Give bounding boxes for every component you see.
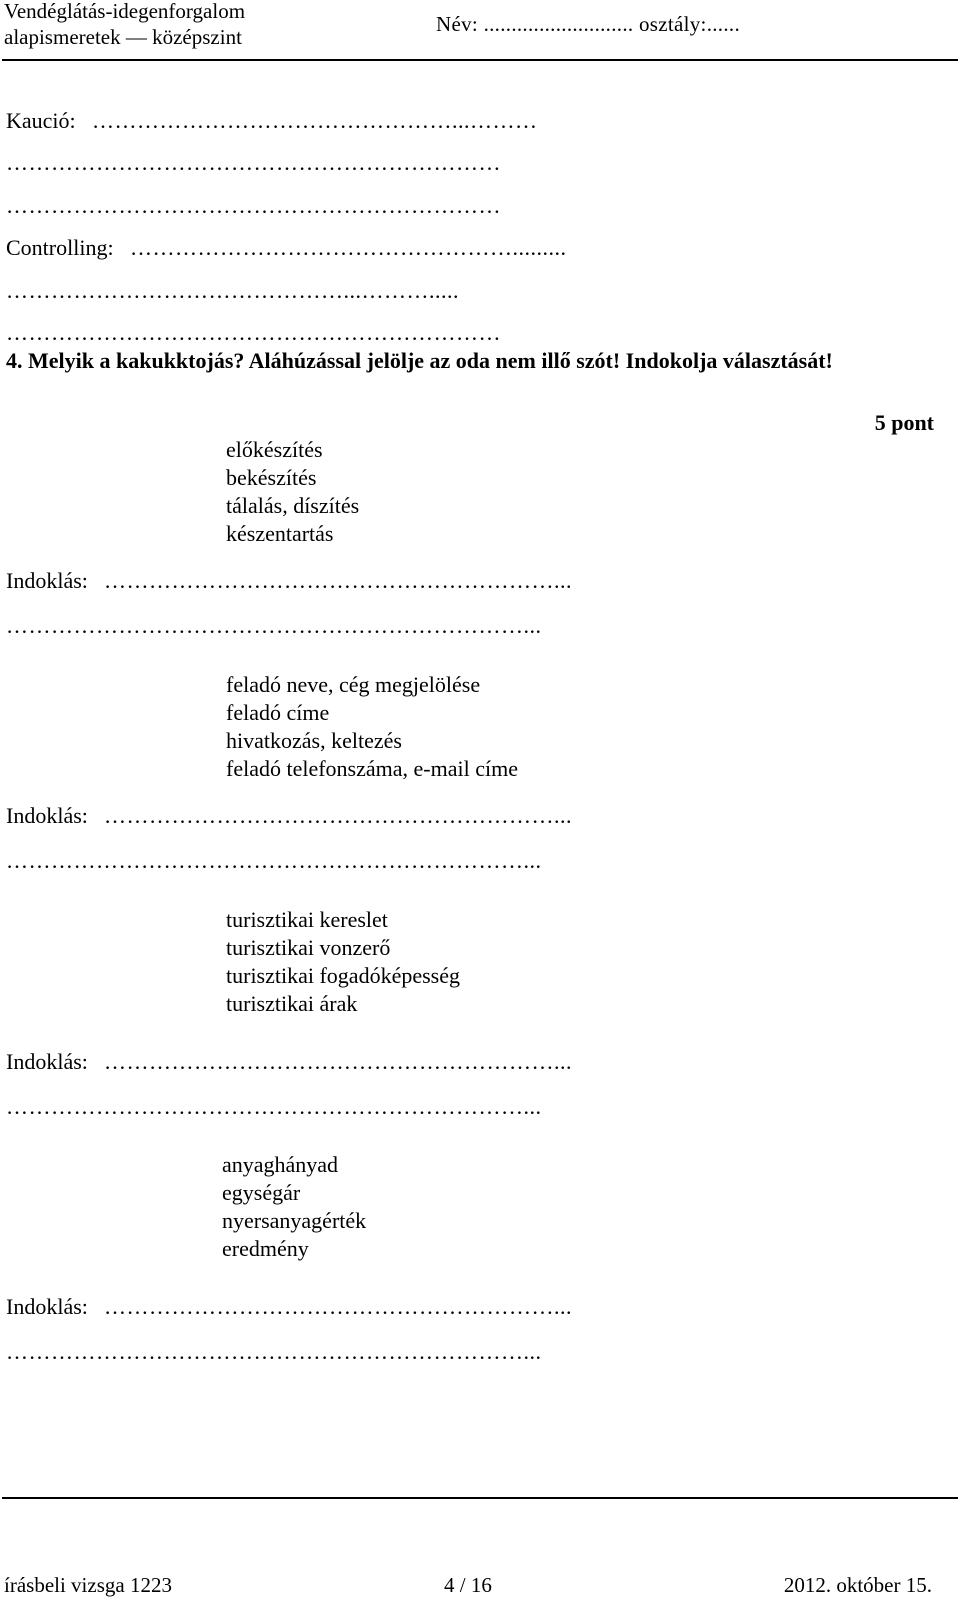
group-4-item-2[interactable]: egységár xyxy=(222,1180,301,1205)
group-3-item-2[interactable]: turisztikai vonzerő xyxy=(226,935,391,960)
footer-date: 2012. október 15. xyxy=(783,1573,932,1597)
group-4-item-3[interactable]: nyersanyagérték xyxy=(222,1208,367,1233)
group-2-reason-label: Indoklás: xyxy=(6,803,88,828)
group-4-reason-line-2: ……………………………………………………………... xyxy=(6,1339,542,1364)
group-1-item-3[interactable]: tálalás, díszítés xyxy=(226,493,360,518)
group-2-item-4[interactable]: feladó telefonszáma, e-mail címe xyxy=(226,756,518,781)
group-1-item-4[interactable]: készentartás xyxy=(226,521,334,546)
kaucio-line-2: ………………………………………………………… xyxy=(6,150,501,175)
group-3-item-4[interactable]: turisztikai árak xyxy=(226,991,358,1016)
kaucio-line-3: ………………………………………………………… xyxy=(6,193,501,218)
group-3-item-3[interactable]: turisztikai fogadóképesség xyxy=(226,963,460,988)
footer-page-number: 4 / 16 xyxy=(444,1573,492,1597)
controlling-line-3: ………………………………………………………… xyxy=(6,320,501,345)
task4-question: 4. Melyik a kakukktojás? Aláhúzással jelölje az oda nem illő szót! Indokolja választását! xyxy=(6,348,833,373)
kaucio-label: Kaució: xyxy=(6,108,76,133)
footer-exam: írásbeli vizsga 1223 xyxy=(4,1573,172,1597)
kaucio-line-1: …………………………………………...……… xyxy=(92,108,538,133)
header-name-field: Név: ........................... osztály:...... xyxy=(436,12,740,36)
group-1-reason-label: Indoklás: xyxy=(6,568,88,593)
group-1-reason-line-1: ……………………………………………………... xyxy=(104,568,572,593)
header-rule xyxy=(2,59,958,61)
group-4-item-1[interactable]: anyaghányad xyxy=(222,1152,339,1177)
group-1-reason-line-2: ……………………………………………………………... xyxy=(6,613,542,638)
group-3-item-1[interactable]: turisztikai kereslet xyxy=(226,907,388,932)
group-3-reason-line-1: ……………………………………………………... xyxy=(104,1049,572,1074)
controlling-line-1: ……………………………………………......... xyxy=(130,235,567,260)
footer-rule xyxy=(2,1497,958,1499)
group-2-item-2[interactable]: feladó címe xyxy=(226,700,330,725)
header-subject-line1: Vendéglátás-idegenforgalom xyxy=(4,0,246,23)
group-4-reason-label: Indoklás: xyxy=(6,1294,88,1319)
group-2-item-3[interactable]: hivatkozás, keltezés xyxy=(226,728,402,753)
group-3-reason-line-2: ……………………………………………………………... xyxy=(6,1094,542,1119)
group-4-reason-line-1: ……………………………………………………... xyxy=(104,1294,572,1319)
group-4-item-4[interactable]: eredmény xyxy=(222,1236,309,1261)
group-1-item-2[interactable]: bekészítés xyxy=(226,465,317,490)
controlling-label: Controlling: xyxy=(6,235,114,260)
group-2-item-1[interactable]: feladó neve, cég megjelölése xyxy=(226,672,481,697)
controlling-line-2: ………………………………………...………..... xyxy=(6,278,459,303)
task4-points: 5 pont xyxy=(874,410,934,435)
group-2-reason-line-2: ……………………………………………………………... xyxy=(6,848,542,873)
header-subject-line2: alapismeretek — középszint xyxy=(4,25,242,49)
group-1-item-1[interactable]: előkészítés xyxy=(226,437,323,462)
group-2-reason-line-1: ……………………………………………………... xyxy=(104,803,572,828)
group-3-reason-label: Indoklás: xyxy=(6,1049,88,1074)
